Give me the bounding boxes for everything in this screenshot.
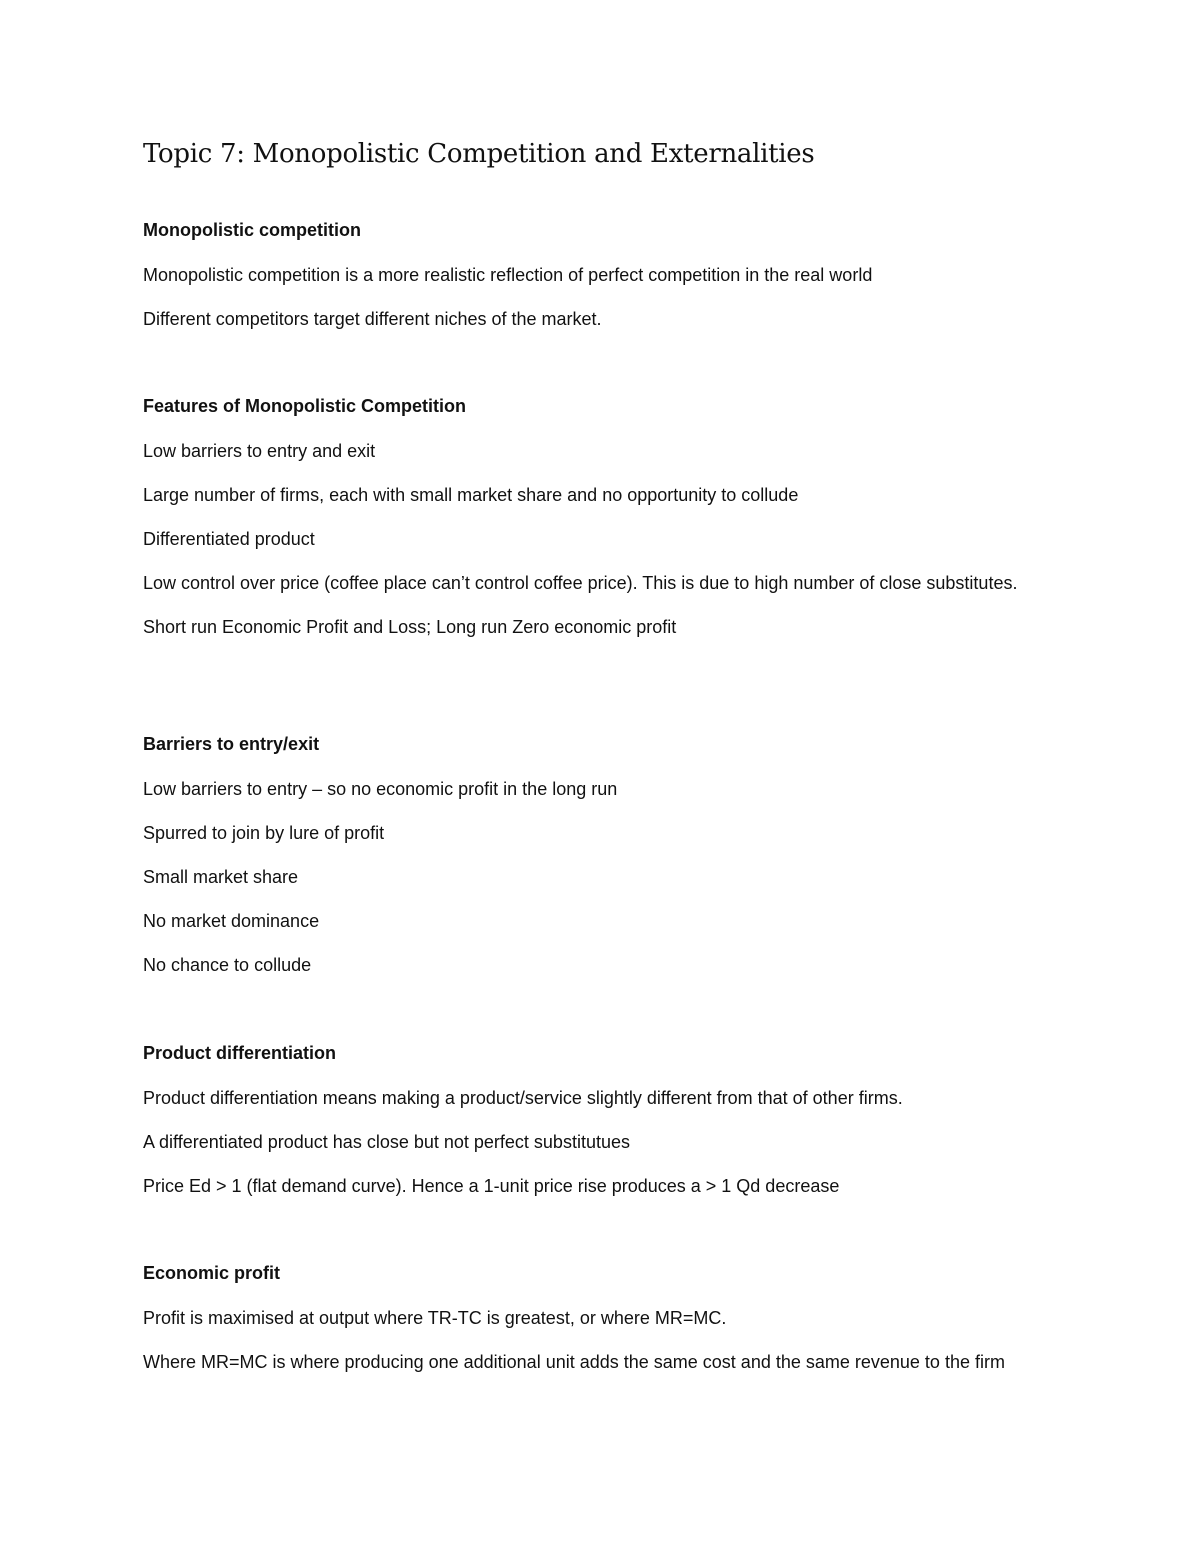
paragraph-list xyxy=(143,1304,1083,1376)
paragraph-list xyxy=(143,437,1083,641)
section-heading: Barriers to entry/exit xyxy=(143,734,320,754)
section-features xyxy=(143,394,1083,641)
paragraph: Low barriers to entry and exit xyxy=(143,441,376,461)
paragraph: Spurred to join by lure of profit xyxy=(143,823,385,843)
paragraph: Different competitors target different niches of the market. xyxy=(143,309,602,329)
document-title: Topic 7: Monopolistic Competition and Externalities xyxy=(143,139,815,169)
paragraph: Large number of firms, each with small market share and no opportunity to collude xyxy=(143,485,799,505)
section-heading: Features of Monopolistic Competition xyxy=(143,396,466,416)
section-product-differentiation xyxy=(143,1041,1083,1200)
paragraph-list xyxy=(143,1084,1083,1200)
paragraph: Short run Economic Profit and Loss; Long run Zero economic profit xyxy=(143,617,677,637)
section-barriers xyxy=(143,732,1083,979)
paragraph: Small market share xyxy=(143,867,299,887)
section-heading: Monopolistic competition xyxy=(143,220,361,240)
section-economic-profit xyxy=(143,1261,1083,1376)
paragraph: Differentiated product xyxy=(143,529,315,549)
paragraph: Profit is maximised at output where TR-TC is greatest, or where MR=MC. xyxy=(143,1308,727,1328)
paragraph: No chance to collude xyxy=(143,955,312,975)
section-monopolistic-competition xyxy=(143,218,1083,333)
paragraph-list xyxy=(143,261,1083,333)
paragraph: Low control over price (coffee place can’t control coffee price). This is due to high number of close substitutes. xyxy=(143,573,1018,593)
paragraph: Monopolistic competition is a more realistic reflection of perfect competition in the real world xyxy=(143,265,873,285)
paragraph: No market dominance xyxy=(143,911,320,931)
paragraph: Product differentiation means making a product/service slightly different from that of other firms. xyxy=(143,1088,903,1108)
paragraph: Low barriers to entry – so no economic profit in the long run xyxy=(143,779,618,799)
paragraph: A differentiated product has close but not perfect substitutues xyxy=(143,1132,630,1152)
section-heading: Product differentiation xyxy=(143,1043,336,1063)
paragraph: Price Ed > 1 (flat demand curve). Hence a 1-unit price rise produces a > 1 Qd decrease xyxy=(143,1176,840,1196)
paragraph-list xyxy=(143,775,1083,979)
paragraph: Where MR=MC is where producing one additional unit adds the same cost and the same revenue to the firm xyxy=(143,1352,1005,1372)
section-heading: Economic profit xyxy=(143,1263,281,1283)
